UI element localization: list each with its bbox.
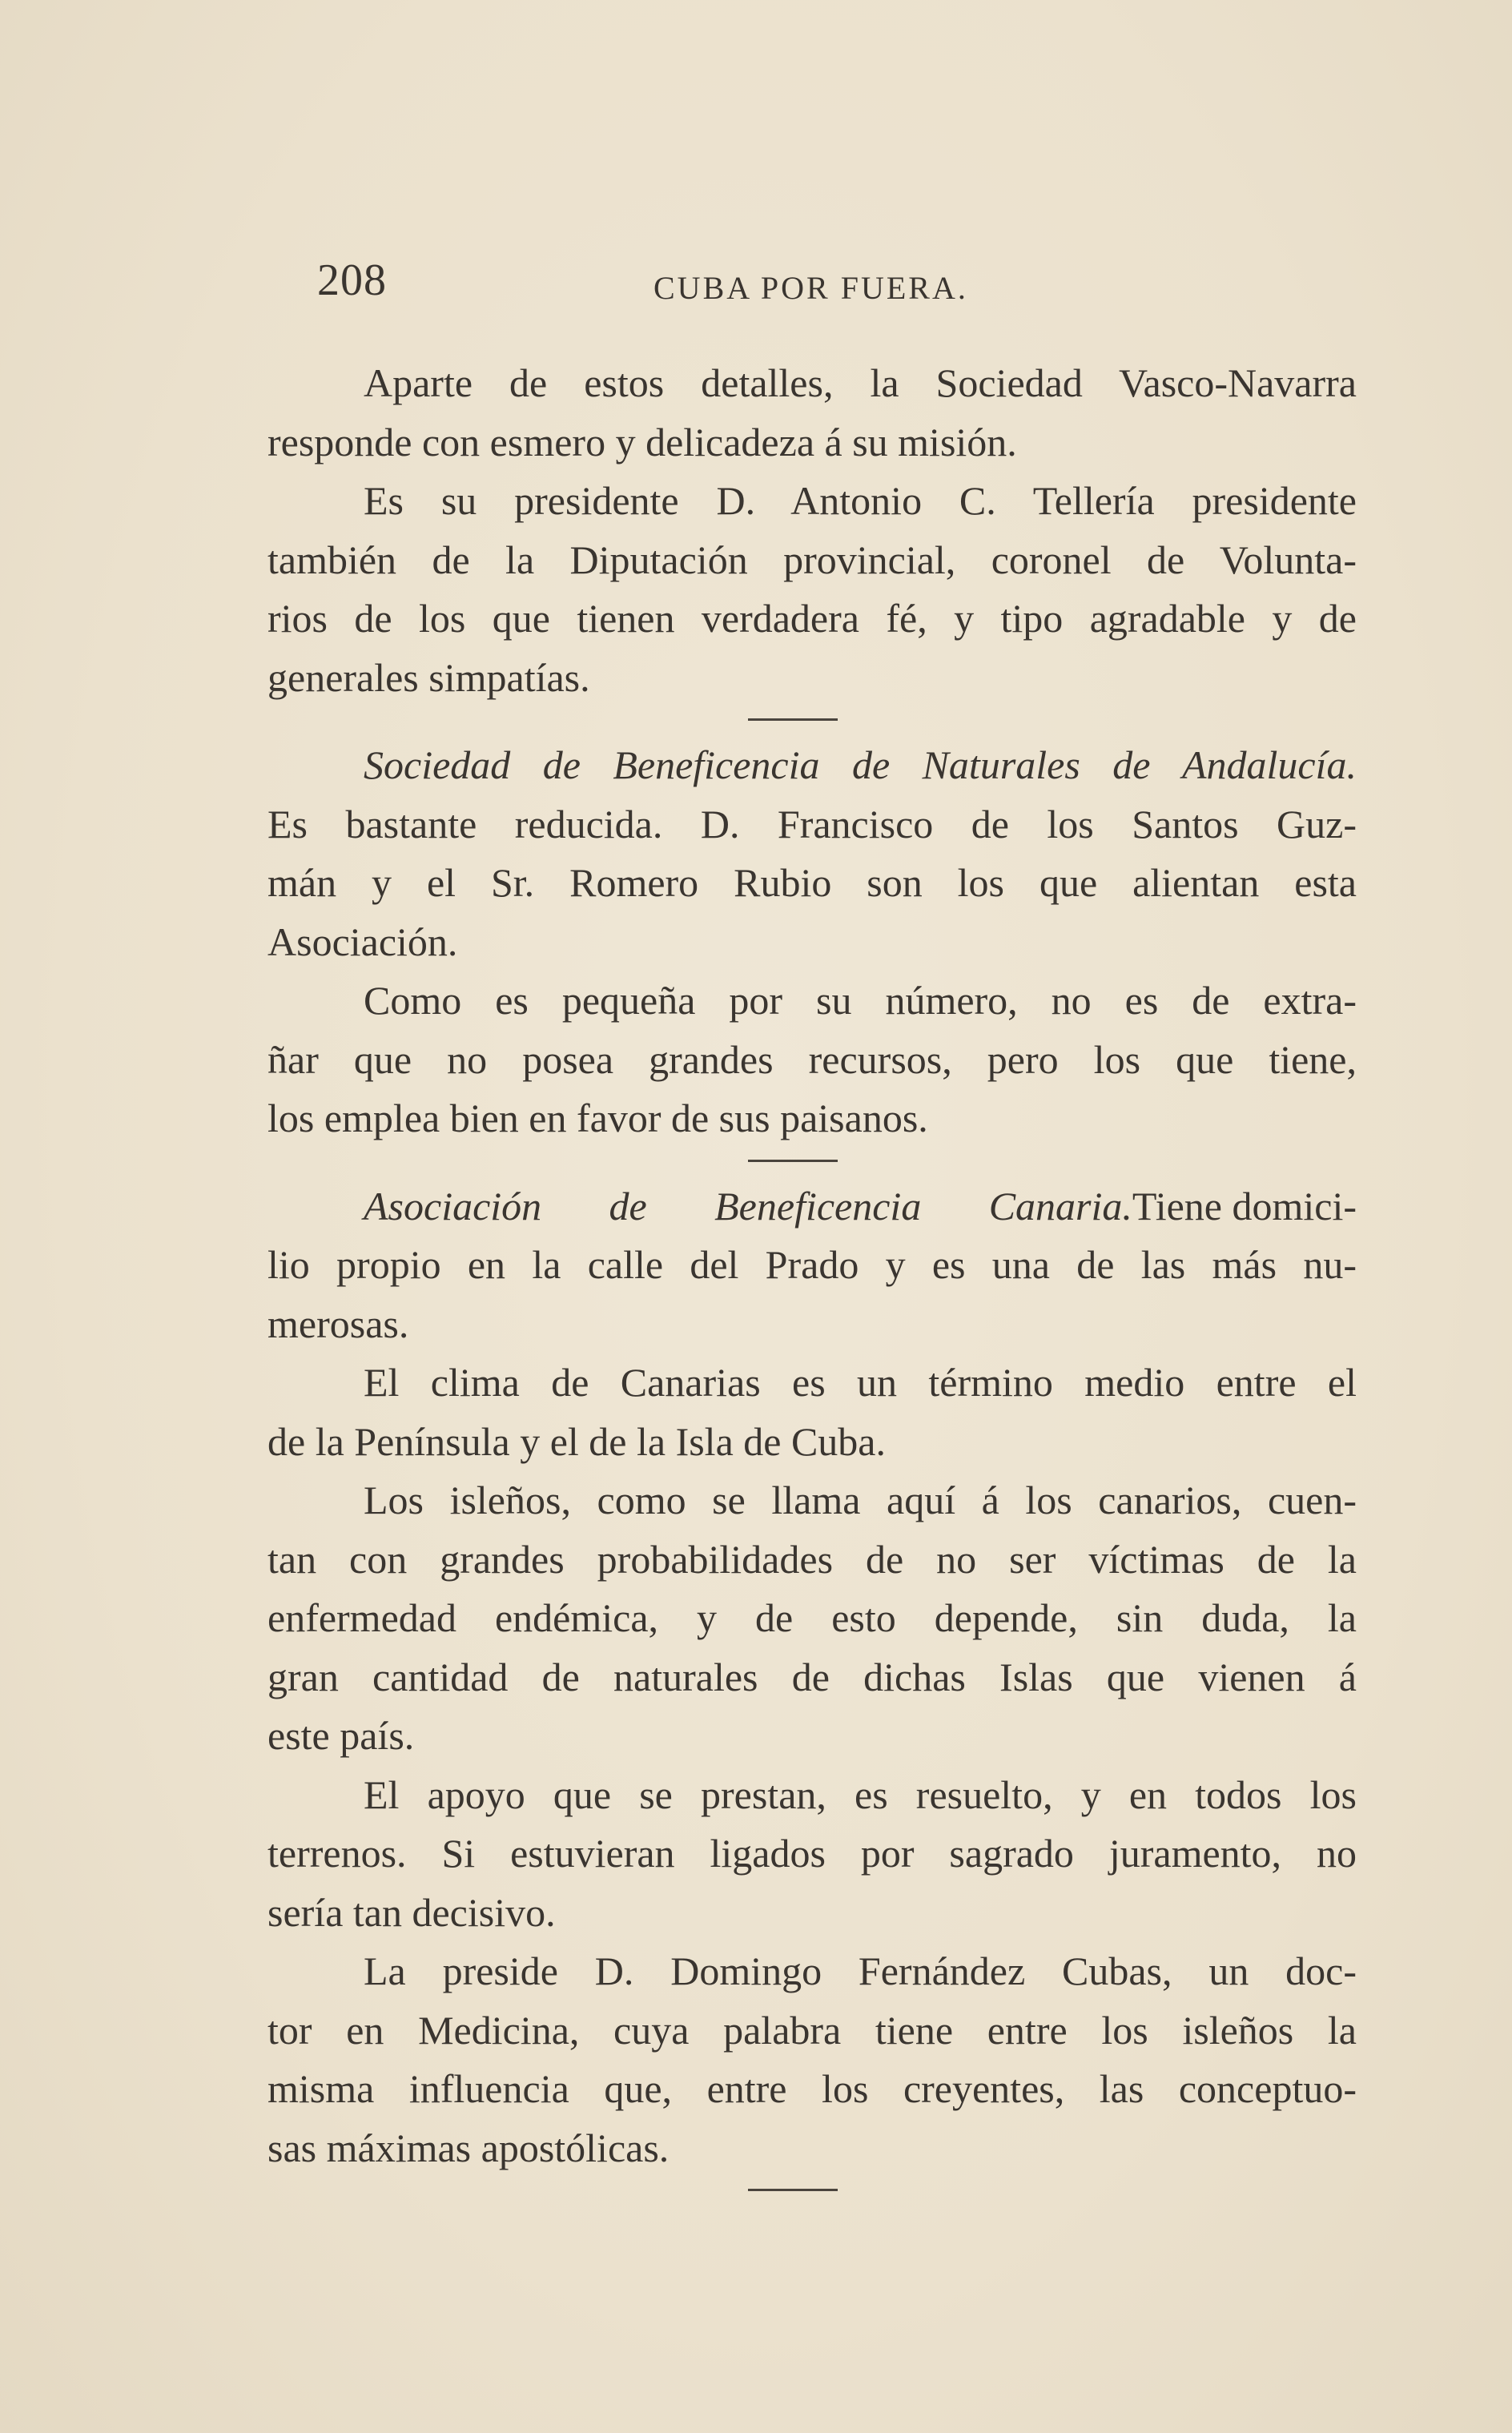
text-line: este país. xyxy=(267,1713,415,1758)
text-line: tor en Medicina, cuya palabra tiene entre los isleños la xyxy=(267,2007,1357,2053)
text-line: La preside D. Domingo Fernández Cubas, un doc- xyxy=(364,1948,1357,1993)
section-divider xyxy=(267,2178,1357,2206)
text-line: sería tan decisivo. xyxy=(267,1889,556,1935)
text-line: responde con esmero y delicadeza á su misión. xyxy=(267,419,1017,464)
section-divider xyxy=(267,707,1357,736)
text-line: los emplea bien en favor de sus paisanos. xyxy=(267,1096,928,1140)
section-heading: Asociación de Beneficencia Canaria. xyxy=(364,1183,1132,1229)
text-line: lio propio en la calle del Prado y es una de las más nu- xyxy=(267,1242,1357,1287)
text-line: Es su presidente D. Antonio C. Tellería presidente xyxy=(364,478,1357,523)
text-line: rios de los que tienen verdadera fé, y tipo agradable y de xyxy=(267,596,1357,641)
text-line: Como es pequeña por su número, no es de extra- xyxy=(364,978,1357,1023)
text-line: tan con grandes probabilidades de no ser víctimas de la xyxy=(267,1536,1357,1582)
text-line: generales simpatías. xyxy=(267,654,590,700)
text-line: mán y el Sr. Romero Rubio son los que alientan esta xyxy=(267,860,1357,905)
text-line: también de la Diputación provincial, coronel de Volunta- xyxy=(267,537,1357,582)
text-line: Aparte de estos detalles, la Sociedad Vasco-Navarra xyxy=(364,360,1357,405)
text-fragment: Tiene domici- xyxy=(1132,1183,1357,1229)
section-heading: Sociedad de Beneficencia de Naturales de Andalucía. xyxy=(364,742,1357,787)
text-line: sas máximas apostólicas. xyxy=(267,2125,670,2170)
text-line: de la Península y el de la Isla de Cuba. xyxy=(267,1418,886,1464)
text-line: Es bastante reducida. D. Francisco de los Santos Guz- xyxy=(267,801,1357,847)
page-header xyxy=(317,255,1363,311)
text-line xyxy=(267,1177,1357,1237)
text-line: merosas. xyxy=(267,1301,409,1346)
text-line: gran cantidad de naturales de dichas Islas que vienen á xyxy=(267,1654,1357,1699)
text-line: El clima de Canarias es un término medio entre el xyxy=(364,1360,1357,1405)
text-line: terrenos. Si estuvieran ligados por sagrado juramento, no xyxy=(267,1831,1357,1876)
text-line: misma influencia que, entre los creyentes, las conceptuo- xyxy=(267,2066,1357,2111)
text-line: Los isleños, como se llama aquí á los canarios, cuen- xyxy=(364,1478,1357,1522)
text-line: Asociación. xyxy=(267,919,458,964)
text-line: enfermedad endémica, y de esto depende, sin duda, la xyxy=(267,1595,1357,1640)
body-text xyxy=(267,354,1357,2206)
text-line: El apoyo que se prestan, es resuelto, y en todos los xyxy=(364,1771,1357,1817)
page-number: 208 xyxy=(317,255,387,305)
text-line: ñar que no posea grandes recursos, pero los que tiene, xyxy=(267,1036,1357,1082)
running-head: CUBA POR FUERA. xyxy=(653,270,968,306)
section-divider xyxy=(267,1148,1357,1177)
